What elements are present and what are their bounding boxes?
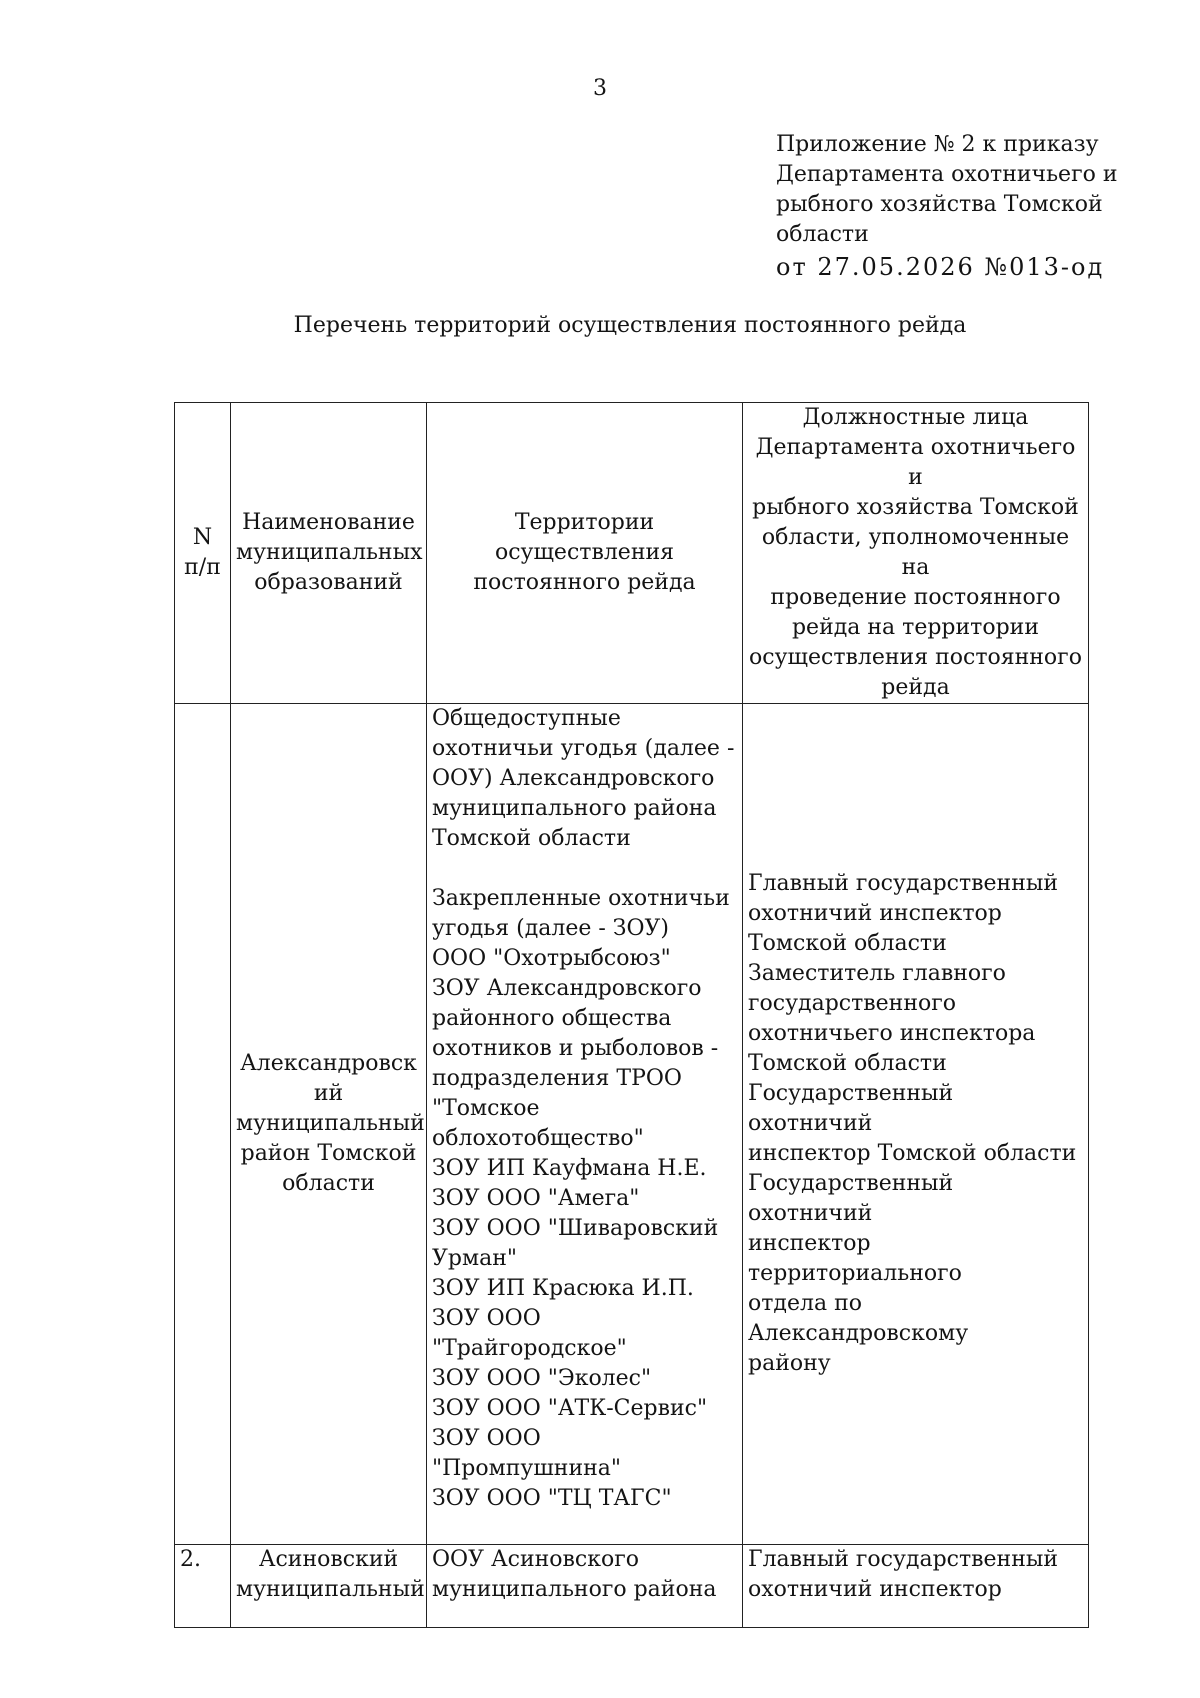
header-text: Наименование bbox=[242, 510, 415, 535]
appendix-line: Департамента охотничьего и bbox=[776, 162, 1118, 187]
header-municipality bbox=[231, 403, 427, 704]
header-territory bbox=[427, 403, 743, 704]
header-text: муниципальных bbox=[236, 540, 423, 565]
cell-text: ЗОУ ООО "Шиваровский bbox=[432, 1216, 719, 1241]
header-text: N bbox=[192, 525, 213, 550]
cell-text: ЗОУ ООО "Амега" bbox=[432, 1186, 640, 1211]
header-officials bbox=[743, 403, 1089, 704]
cell-text: ООО "Охотрыбсоюз" bbox=[432, 946, 671, 971]
header-text: рейда bbox=[881, 675, 950, 700]
cell-text: муниципальный bbox=[236, 1111, 425, 1136]
cell-text: подразделения ТРОО bbox=[432, 1066, 682, 1091]
header-text: постоянного рейда bbox=[473, 570, 696, 595]
cell-text: район Томской bbox=[240, 1141, 417, 1166]
cell-text: "Трайгородское" bbox=[432, 1336, 627, 1361]
cell-text: Главный государственный bbox=[748, 1547, 1059, 1572]
cell-text: Государственный охотничий bbox=[748, 1081, 954, 1136]
cell-text: муниципального района bbox=[432, 796, 717, 821]
cell-text: ЗОУ ООО "АТК-Сервис" bbox=[432, 1396, 708, 1421]
table-row bbox=[175, 1545, 1089, 1628]
municipality-cell bbox=[231, 1545, 427, 1628]
appendix-line: рыбного хозяйства Томской bbox=[776, 192, 1103, 217]
appendix-block bbox=[776, 130, 1120, 282]
appendix-line: Приложение № 2 к приказу bbox=[776, 132, 1099, 157]
cell-text: Томской области bbox=[432, 826, 631, 851]
cell-text: государственного bbox=[748, 991, 957, 1016]
row-num-cell: 2. bbox=[175, 1545, 231, 1628]
cell-text: Томской области bbox=[748, 1051, 947, 1076]
cell-text: охотничий инспектор bbox=[748, 901, 1002, 926]
cell-text: угодья (далее - ЗОУ) bbox=[432, 916, 670, 941]
header-text: осуществления bbox=[494, 540, 675, 565]
cell-text: ЗОУ ООО bbox=[432, 1426, 541, 1451]
cell-text: облохотобщество" bbox=[432, 1126, 644, 1151]
cell-text: муниципальный bbox=[236, 1577, 425, 1602]
header-text: проведение постоянного bbox=[770, 585, 1061, 610]
cell-text: ЗОУ ООО "Эколес" bbox=[432, 1366, 652, 1391]
header-text: Должностные лица bbox=[802, 405, 1029, 430]
cell-text: району bbox=[748, 1351, 831, 1376]
cell-text: инспектор Томской области bbox=[748, 1141, 1077, 1166]
cell-text: ЗОУ Александровского bbox=[432, 976, 702, 1001]
cell-text: районного общества bbox=[432, 1006, 672, 1031]
territory-table bbox=[174, 402, 1089, 1628]
officials-cell bbox=[743, 704, 1089, 1545]
officials-cell bbox=[743, 1545, 1089, 1628]
territory-cell bbox=[427, 704, 743, 1545]
cell-text: "Промпушнина" bbox=[432, 1456, 622, 1481]
table-header-row bbox=[175, 403, 1089, 704]
paragraph-gap bbox=[432, 854, 737, 884]
cell-text: Томской области bbox=[748, 931, 947, 956]
cell-text: охотников и рыболовов - bbox=[432, 1036, 719, 1061]
header-num bbox=[175, 403, 231, 704]
cell-text: муниципального района bbox=[432, 1577, 717, 1602]
cell-text: Александровск bbox=[240, 1051, 417, 1076]
cell-text: Заместитель главного bbox=[748, 961, 1006, 986]
row-num-cell bbox=[175, 704, 231, 1545]
territory-cell bbox=[427, 1545, 743, 1628]
cell-text: охотничьего инспектора bbox=[748, 1021, 1036, 1046]
cell-text: охотничий инспектор bbox=[748, 1577, 1002, 1602]
appendix-line: области bbox=[776, 222, 869, 247]
header-text: области, уполномоченные на bbox=[761, 525, 1070, 580]
cell-text: ООУ Асиновского bbox=[432, 1547, 639, 1572]
cell-text: Государственный охотничий bbox=[748, 1171, 954, 1226]
cell-text: ЗОУ ИП Кауфмана Н.Е. bbox=[432, 1156, 707, 1181]
list-title: Перечень территорий осуществления постоянного рейда bbox=[293, 313, 967, 338]
header-text: осуществления постоянного bbox=[749, 645, 1082, 670]
cell-text: ЗОУ ООО bbox=[432, 1306, 541, 1331]
header-text: рыбного хозяйства Томской bbox=[752, 495, 1079, 520]
cell-text: охотничьи угодья (далее - bbox=[432, 736, 735, 761]
cell-text: ий bbox=[313, 1081, 344, 1106]
cell-text: ЗОУ ИП Красюка И.П. bbox=[432, 1276, 694, 1301]
cell-text: Урман" bbox=[432, 1246, 517, 1271]
municipality-cell bbox=[231, 704, 427, 1545]
cell-text: области bbox=[282, 1171, 375, 1196]
cell-text: инспектор территориального bbox=[748, 1231, 962, 1286]
header-text: Территории bbox=[514, 510, 655, 535]
cell-text: ООУ) Александровского bbox=[432, 766, 715, 791]
cell-text: Общедоступные bbox=[432, 706, 621, 731]
header-text: п/п bbox=[184, 555, 221, 580]
cell-text: Закрепленные охотничьи bbox=[432, 886, 730, 911]
cell-text: отдела по Александровскому bbox=[748, 1291, 969, 1346]
cell-text: "Томское bbox=[432, 1096, 540, 1121]
header-text: рейда на территории bbox=[791, 615, 1040, 640]
page-number: 3 bbox=[593, 76, 607, 101]
cell-text: ЗОУ ООО "ТЦ ТАГС" bbox=[432, 1486, 672, 1511]
cell-text: Главный государственный bbox=[748, 871, 1059, 896]
cell-text: Асиновский bbox=[258, 1547, 399, 1572]
header-text: образований bbox=[254, 570, 403, 595]
table-row bbox=[175, 704, 1089, 1545]
order-date-line: от 27.05.2026 №013-од bbox=[776, 253, 1105, 281]
header-text: Департамента охотничьего и bbox=[755, 435, 1076, 490]
